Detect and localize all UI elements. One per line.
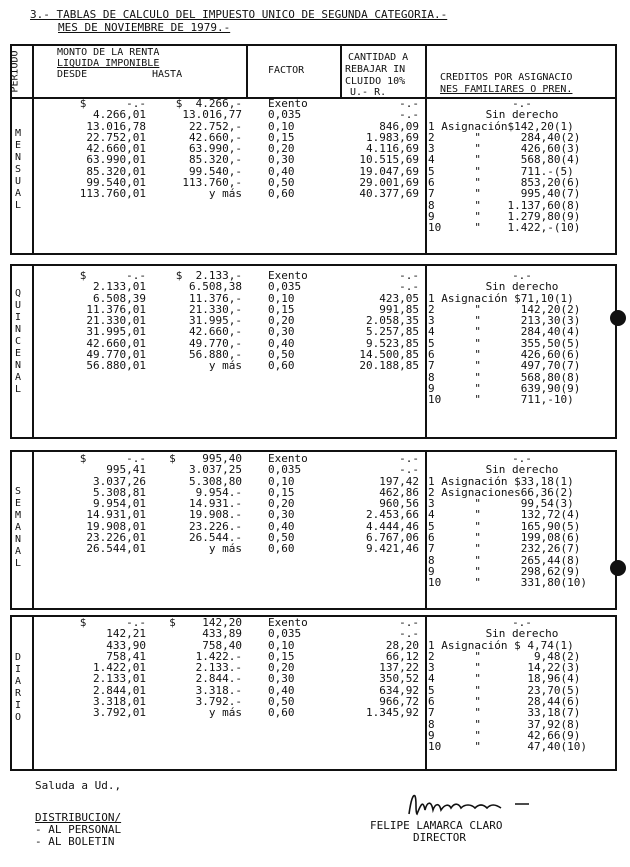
table-cell: 960,56 xyxy=(379,497,419,511)
table-cell: 9 " 1.279,80(9) xyxy=(428,209,581,223)
table-cell: -.- xyxy=(399,616,419,629)
table-cell: Sin derecho xyxy=(485,108,559,122)
header-cantidad-2: REBAJAR IN xyxy=(345,64,406,75)
table-cell: 85.320,01 xyxy=(86,164,146,178)
table-cell: 10 " 1.422,-(10) xyxy=(428,221,581,235)
table-cell: 9.421,46 xyxy=(366,542,419,556)
divider xyxy=(32,264,34,439)
table-cell: 3.318,01 xyxy=(93,695,146,709)
table-cell: 56.880,01 xyxy=(86,359,146,373)
table-cell: -.- xyxy=(399,452,419,465)
header-factor: FACTOR xyxy=(268,65,305,76)
table-cell: 6 " 199,08(6) xyxy=(428,531,581,545)
table-cell: 433,89 xyxy=(202,627,242,641)
table-cell: 758,41 xyxy=(106,649,146,663)
table-cell: 0,20 xyxy=(268,497,295,511)
header-periodo: PERIODO xyxy=(9,50,21,93)
table-cell: 8 " 265,44(8) xyxy=(428,553,581,567)
table-cell: $ 995,40 xyxy=(169,452,242,465)
col-rebaja xyxy=(345,617,419,719)
distribution-item: - AL PERSONAL xyxy=(35,823,122,836)
table-cell: 0,50 xyxy=(268,176,295,190)
col-factor xyxy=(268,270,338,372)
table-cell: 6 " 426,60(6) xyxy=(428,348,581,362)
table-cell: 0,10 xyxy=(268,291,295,305)
table-cell: 31.995,01 xyxy=(86,325,146,339)
table-cell: 22.752,- xyxy=(189,119,242,133)
header-cantidad-4: U.- R. xyxy=(350,87,387,98)
table-cell: $ -.- xyxy=(79,616,146,629)
table-cell: 9.954,01 xyxy=(93,497,146,511)
table-cell: 3 " 426,60(3) xyxy=(428,142,581,156)
table-cell: 1.422,01 xyxy=(93,661,146,675)
table-cell: 2 Asignaciones66,36(2) xyxy=(428,485,574,499)
table-cell: 56.880,- xyxy=(189,348,242,362)
table-cell: 11.376,01 xyxy=(86,302,146,316)
table-cell: 66,12 xyxy=(385,649,419,663)
table-cell: 4 " 284,40(4) xyxy=(428,325,581,339)
col-factor xyxy=(268,617,338,719)
table-cell: 634,92 xyxy=(379,683,419,697)
table-cell: 3.792,01 xyxy=(93,706,146,720)
table-cell: y más xyxy=(208,359,242,373)
table-cell: 0,50 xyxy=(268,695,295,709)
table-cell: 14.931,01 xyxy=(86,508,146,522)
col-hasta xyxy=(148,270,242,372)
table-cell: 4.266,01 xyxy=(93,108,146,122)
table-cell: 26.544,01 xyxy=(86,542,146,556)
table-cell: 5 " 355,50(5) xyxy=(428,336,581,350)
divider xyxy=(425,97,427,255)
table-cell: 0,40 xyxy=(268,336,295,350)
table-cell: 9.523,85 xyxy=(366,336,419,350)
col-desde xyxy=(40,617,146,719)
table-cell: 0,40 xyxy=(268,519,295,533)
table-cell: 10 " 331,80(10) xyxy=(428,576,587,590)
table-cell: 5.308,80 xyxy=(189,474,242,488)
table-cell: 7 " 232,26(7) xyxy=(428,542,581,556)
table-cell: y más xyxy=(208,542,242,556)
table-cell: 0,10 xyxy=(268,119,295,133)
table-cell: 0,035 xyxy=(268,280,302,294)
table-cell: 995,41 xyxy=(106,463,146,477)
table-cell: 10 " 47,40(10) xyxy=(428,740,587,754)
table-cell: 137,22 xyxy=(379,661,419,675)
table-cell: 1.422.- xyxy=(195,649,242,663)
document-subtitle: MES DE NOVIEMBRE DE 1979.- xyxy=(58,21,231,34)
table-cell: 0,10 xyxy=(268,638,295,652)
table-cell: 6 " 28,44(6) xyxy=(428,695,581,709)
table-cell: 28,20 xyxy=(385,638,419,652)
table-cell: Exento xyxy=(268,616,308,629)
table-cell: 14.500,85 xyxy=(359,348,419,362)
table-cell: 0,30 xyxy=(268,508,295,522)
table-cell: 7 " 995,40(7) xyxy=(428,187,581,201)
header-cantidad-1: CANTIDAD A xyxy=(348,52,409,63)
table-cell: 423,05 xyxy=(379,291,419,305)
table-cell: -.- xyxy=(399,280,419,294)
divider xyxy=(32,450,34,610)
table-cell: $ -.- xyxy=(79,269,146,282)
table-cell: $ 2.133,- xyxy=(175,269,242,282)
table-cell: -.- xyxy=(512,97,532,110)
table-cell: 9 " 639,90(9) xyxy=(428,381,581,395)
table-cell: 0,60 xyxy=(268,359,295,373)
header-monto-1: MONTO DE LA RENTA xyxy=(57,47,160,58)
table-cell: 0,20 xyxy=(268,661,295,675)
table-cell: 3 " 99,54(3) xyxy=(428,497,574,511)
table-cell: 23.226.- xyxy=(189,519,242,533)
table-cell: -.- xyxy=(512,616,532,629)
table-cell: y más xyxy=(208,187,242,201)
table-cell: 462,86 xyxy=(379,485,419,499)
table-cell: 0,10 xyxy=(268,474,295,488)
table-cell: 19.047,69 xyxy=(359,164,419,178)
table-cell: 1 Asignación$142,20(1) xyxy=(428,119,574,133)
section-label: SEMANAL xyxy=(14,486,28,569)
table-cell: 5 " 23,70(5) xyxy=(428,683,581,697)
section-label: QUINCENAL xyxy=(14,288,28,395)
table-cell: 3 " 14,22(3) xyxy=(428,661,581,675)
col-creditos xyxy=(428,270,616,406)
table-cell: 5 " 711.-(5) xyxy=(428,164,574,178)
table-cell: Exento xyxy=(268,269,308,282)
table-cell: 49.770,- xyxy=(189,336,242,350)
table-cell: -.- xyxy=(399,97,419,110)
table-cell: 0,60 xyxy=(268,542,295,556)
table-cell: 99.540,- xyxy=(189,164,242,178)
table-cell: 113.760,01 xyxy=(79,187,146,201)
table-cell: -.- xyxy=(399,269,419,282)
table-cell: 31.995,- xyxy=(189,314,242,328)
col-hasta xyxy=(148,453,242,555)
table-cell: 4 " 18,96(4) xyxy=(428,672,581,686)
table-cell: 99.540,01 xyxy=(86,176,146,190)
table-cell: 26.544.- xyxy=(189,531,242,545)
table-cell: 0,035 xyxy=(268,108,302,122)
table-cell: 0,035 xyxy=(268,627,302,641)
header-desde: DESDE xyxy=(57,69,88,80)
table-cell: 3.318.- xyxy=(195,683,242,697)
table-cell: 350,52 xyxy=(379,672,419,686)
table-cell: 6 " 853,20(6) xyxy=(428,176,581,190)
table-cell: 0,50 xyxy=(268,531,295,545)
header-hasta: HASTA xyxy=(152,69,183,80)
table-cell: Exento xyxy=(268,97,308,110)
table-cell: 0,15 xyxy=(268,485,295,499)
table-cell: 0,30 xyxy=(268,153,295,167)
table-cell: 113.760,- xyxy=(182,176,242,190)
table-cell: 42.660,01 xyxy=(86,336,146,350)
table-cell: 2 " 9,48(2) xyxy=(428,649,581,663)
table-cell: Sin derecho xyxy=(485,627,559,641)
divider xyxy=(425,264,427,439)
table-cell: 1 Asignación $71,10(1) xyxy=(428,291,574,305)
table-cell: 19.908.- xyxy=(189,508,242,522)
document-title: 3.- TABLAS DE CALCULO DEL IMPUESTO UNICO DE SEGUNDA CATEGORIA.- xyxy=(30,8,448,21)
table-cell: -.- xyxy=(512,452,532,465)
table-cell: 2.058,35 xyxy=(366,314,419,328)
table-cell: 85.320,- xyxy=(189,153,242,167)
col-factor xyxy=(268,98,338,200)
header-creditos-1: CREDITOS POR ASIGNACIO xyxy=(440,72,573,83)
table-cell: 2 " 284,40(2) xyxy=(428,130,581,144)
table-cell: 2 " 142,20(2) xyxy=(428,302,581,316)
table-cell: -.- xyxy=(512,269,532,282)
table-cell: 0,60 xyxy=(268,706,295,720)
col-creditos xyxy=(428,453,616,589)
divider xyxy=(340,44,342,99)
table-cell: 2.844,01 xyxy=(93,683,146,697)
table-cell: 2.453,66 xyxy=(366,508,419,522)
table-cell: 7 " 33,18(7) xyxy=(428,706,581,720)
table-cell: $ 4.266,- xyxy=(175,97,242,110)
table-cell: 2.133,01 xyxy=(93,672,146,686)
table-cell: 9 " 298,62(9) xyxy=(428,564,581,578)
table-cell: 9 " 42,66(9) xyxy=(428,728,581,742)
punch-hole xyxy=(610,560,626,576)
table-cell: 2.844.- xyxy=(195,672,242,686)
col-desde xyxy=(40,270,146,372)
table-cell: 0,40 xyxy=(268,164,295,178)
table-cell: 40.377,69 xyxy=(359,187,419,201)
table-cell: 4.116,69 xyxy=(366,142,419,156)
table-cell: 10.515,69 xyxy=(359,153,419,167)
table-cell: 63.990,01 xyxy=(86,153,146,167)
table-cell: 10 " 711,-10) xyxy=(428,393,574,407)
table-cell: 1 Asignación $ 4,74(1) xyxy=(428,638,574,652)
table-cell: 9.954.- xyxy=(195,485,242,499)
table-cell: 1.983,69 xyxy=(366,130,419,144)
table-cell: 20.188,85 xyxy=(359,359,419,373)
table-cell: 0,15 xyxy=(268,649,295,663)
table-cell: y más xyxy=(208,706,242,720)
header-creditos-2: NES FAMILIARES O PREN. xyxy=(440,84,573,95)
table-cell: 142,21 xyxy=(106,627,146,641)
table-cell: $ -.- xyxy=(79,97,146,110)
table-cell: 2.133.- xyxy=(195,661,242,675)
table-cell: 0,30 xyxy=(268,325,295,339)
table-cell: 0,40 xyxy=(268,683,295,697)
table-cell: 14.931.- xyxy=(189,497,242,511)
col-hasta xyxy=(148,98,242,200)
table-cell: 0,30 xyxy=(268,672,295,686)
table-cell: 4 " 568,80(4) xyxy=(428,153,581,167)
table-cell: 29.001,69 xyxy=(359,176,419,190)
col-desde xyxy=(40,453,146,555)
col-rebaja xyxy=(345,453,419,555)
table-cell: 49.770,01 xyxy=(86,348,146,362)
table-cell: 8 " 568,80(8) xyxy=(428,370,581,384)
table-cell: 433,90 xyxy=(106,638,146,652)
header-cantidad-3: CLUIDO 10% xyxy=(345,76,406,87)
table-cell: 7 " 497,70(7) xyxy=(428,359,581,373)
table-cell: 1 Asignación $33,18(1) xyxy=(428,474,574,488)
table-cell: 22.752,01 xyxy=(86,130,146,144)
closing-salutation: Saluda a Ud., xyxy=(35,779,122,792)
col-hasta xyxy=(148,617,242,719)
col-desde xyxy=(40,98,146,200)
table-cell: 0,035 xyxy=(268,463,302,477)
table-cell: 19.908,01 xyxy=(86,519,146,533)
table-cell: 0,15 xyxy=(268,130,295,144)
punch-hole xyxy=(610,310,626,326)
table-cell: 0,20 xyxy=(268,142,295,156)
table-cell: 4.444,46 xyxy=(366,519,419,533)
table-cell: Sin derecho xyxy=(485,463,559,477)
table-cell: 21.330,01 xyxy=(86,314,146,328)
table-cell: 42.660,- xyxy=(189,130,242,144)
table-cell: 758,40 xyxy=(202,638,242,652)
table-cell: 8 " 1.137,60(8) xyxy=(428,198,581,212)
table-cell: 3.037,26 xyxy=(93,474,146,488)
table-cell: 21.330,- xyxy=(189,302,242,316)
table-cell: $ 142,20 xyxy=(169,616,242,629)
table-cell: $ -.- xyxy=(79,452,146,465)
col-rebaja xyxy=(345,98,419,200)
table-cell: Sin derecho xyxy=(485,280,559,294)
divider xyxy=(425,44,427,99)
section-label: DIARIO xyxy=(14,652,28,723)
divider xyxy=(32,97,34,255)
signer-name: FELIPE LAMARCA CLARO xyxy=(370,819,503,832)
divider xyxy=(246,44,248,99)
table-cell: 8 " 37,92(8) xyxy=(428,717,581,731)
table-cell: 13.016,77 xyxy=(182,108,242,122)
divider xyxy=(32,44,34,99)
table-cell: 0,20 xyxy=(268,314,295,328)
col-factor xyxy=(268,453,338,555)
table-cell: 23.226,01 xyxy=(86,531,146,545)
signer-title: DIRECTOR xyxy=(413,831,466,844)
table-cell: -.- xyxy=(399,108,419,122)
table-cell: 966,72 xyxy=(379,695,419,709)
table-cell: 0,15 xyxy=(268,302,295,316)
table-cell: 846,09 xyxy=(379,119,419,133)
table-cell: 0,50 xyxy=(268,348,295,362)
table-cell: 0,60 xyxy=(268,187,295,201)
table-cell: 42.660,- xyxy=(189,325,242,339)
table-cell: Exento xyxy=(268,452,308,465)
col-creditos xyxy=(428,617,616,753)
table-cell: 1.345,92 xyxy=(366,706,419,720)
table-cell: -.- xyxy=(399,463,419,477)
table-cell: 6.508,39 xyxy=(93,291,146,305)
divider xyxy=(32,615,34,771)
distribution-item: - AL BOLETIN xyxy=(35,835,115,848)
divider xyxy=(425,615,427,771)
table-cell: 991,85 xyxy=(379,302,419,316)
table-cell: 5 " 165,90(5) xyxy=(428,519,581,533)
table-cell: 6.767,06 xyxy=(366,531,419,545)
table-cell: 4 " 132,72(4) xyxy=(428,508,581,522)
table-cell: 42.660,01 xyxy=(86,142,146,156)
table-cell: 197,42 xyxy=(379,474,419,488)
table-cell: 3.037,25 xyxy=(189,463,242,477)
table-cell: 11.376,- xyxy=(189,291,242,305)
distribution-heading: DISTRIBUCION/ xyxy=(35,811,122,824)
col-rebaja xyxy=(345,270,419,372)
table-cell: 3 " 213,30(3) xyxy=(428,314,581,328)
table-cell: 63.990,- xyxy=(189,142,242,156)
table-cell: 5.308,81 xyxy=(93,485,146,499)
divider xyxy=(425,450,427,610)
table-cell: -.- xyxy=(399,627,419,641)
signature xyxy=(405,790,555,818)
table-cell: 6.508,38 xyxy=(189,280,242,294)
header-monto-2: LIQUIDA IMPONIBLE xyxy=(57,58,160,69)
table-cell: 5.257,85 xyxy=(366,325,419,339)
section-label: MENSUAL xyxy=(14,128,28,211)
table-cell: 2.133,01 xyxy=(93,280,146,294)
table-cell: 3.792.- xyxy=(195,695,242,709)
table-cell: 13.016,78 xyxy=(86,119,146,133)
col-creditos xyxy=(428,98,616,234)
